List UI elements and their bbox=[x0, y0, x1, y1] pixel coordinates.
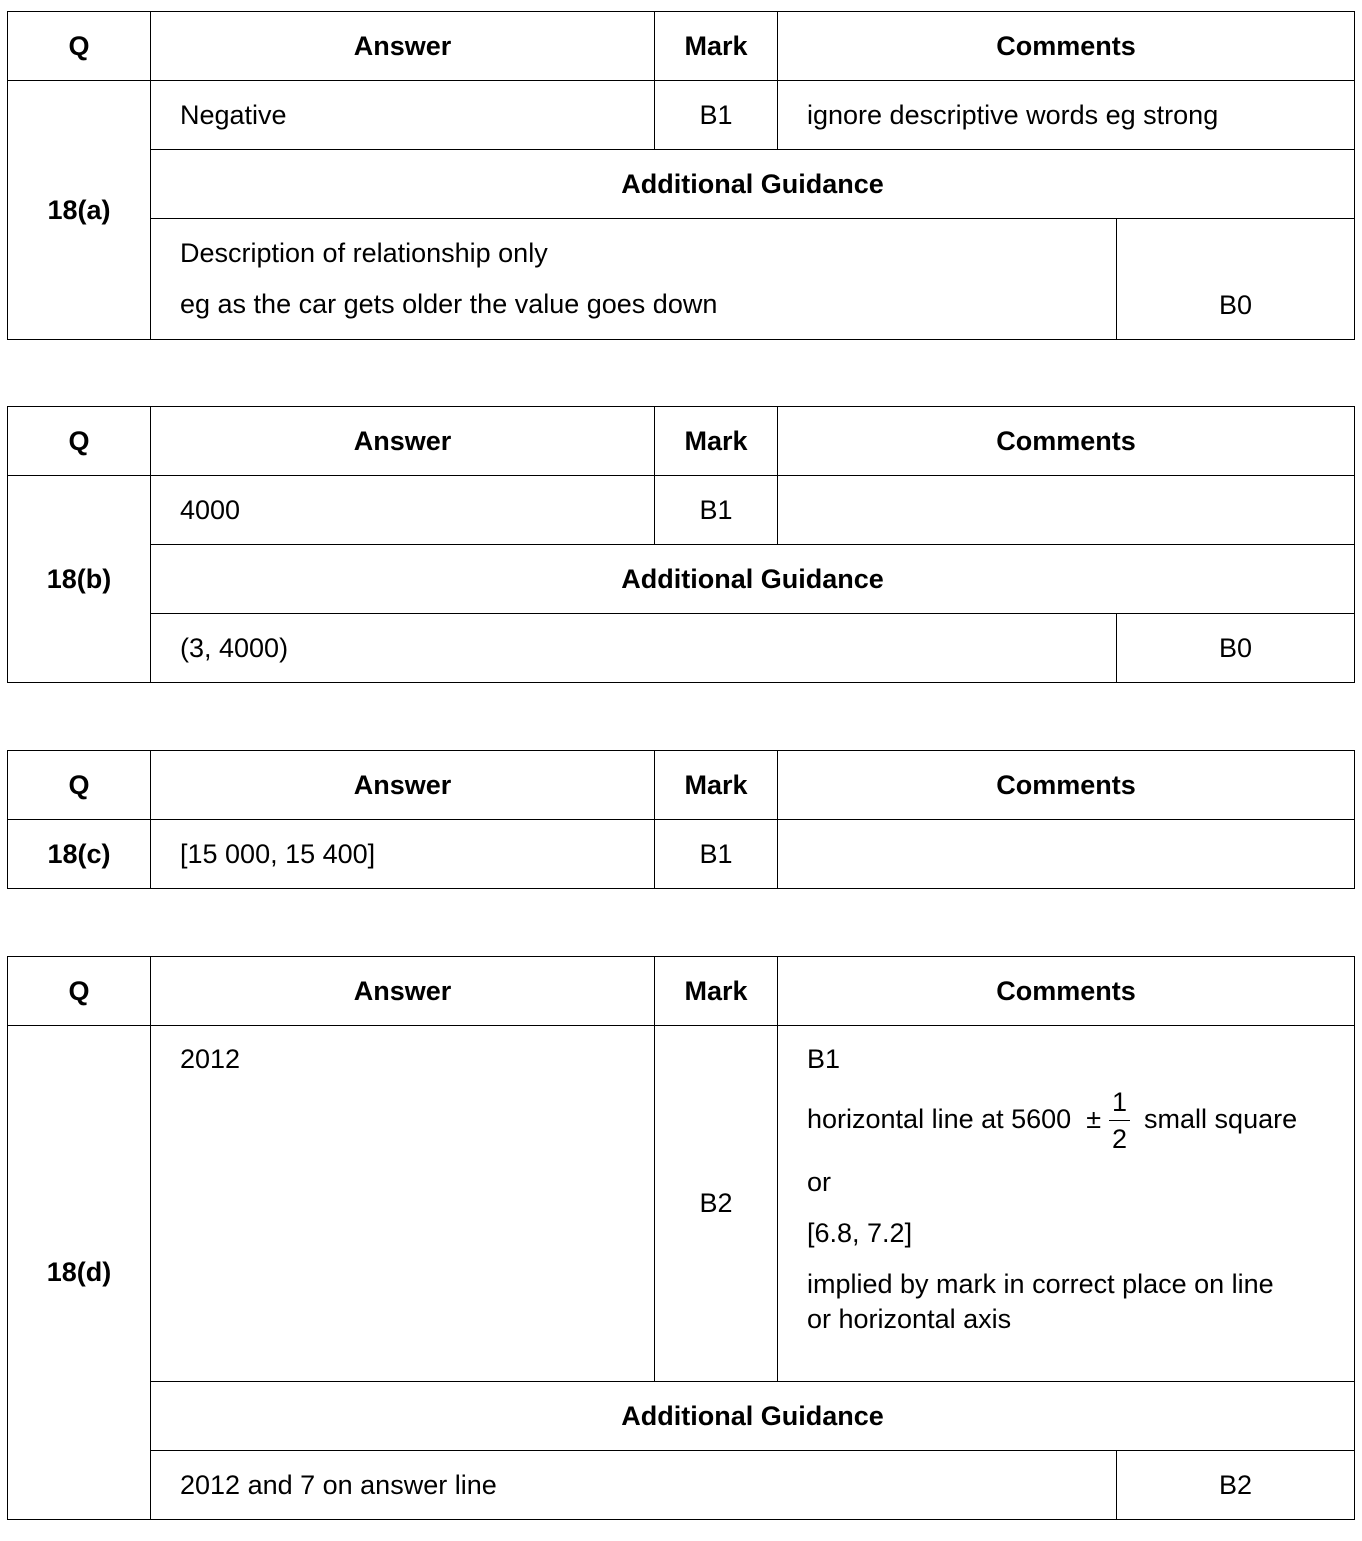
comment-line-a: horizontal line at 5600 ± bbox=[807, 1104, 1102, 1135]
header-answer: Answer bbox=[151, 957, 655, 1026]
mark-cell: B1 bbox=[655, 820, 778, 889]
comment-b1: B1 bbox=[807, 1044, 841, 1074]
answer-cell: [15 000, 15 400] bbox=[151, 820, 655, 889]
comment-implied-2: or horizontal axis bbox=[807, 1304, 1012, 1334]
guidance-mark-value: B0 bbox=[1218, 290, 1253, 320]
half-fraction bbox=[1109, 1089, 1130, 1153]
header-comments: Comments bbox=[778, 12, 1355, 81]
header-comments: Comments bbox=[778, 957, 1355, 1026]
fraction-numerator: 1 bbox=[1109, 1089, 1130, 1121]
comments-cell bbox=[778, 1026, 1355, 1382]
comments-cell: ignore descriptive words eg strong bbox=[778, 81, 1355, 150]
answer-cell: 4000 bbox=[151, 476, 655, 545]
additional-guidance-heading: Additional Guidance bbox=[151, 545, 1355, 614]
question-number: 18(d) bbox=[8, 1026, 151, 1520]
comment-range: [6.8, 7.2] bbox=[807, 1218, 913, 1248]
question-number: 18(a) bbox=[8, 81, 151, 340]
header-mark: Mark bbox=[655, 751, 778, 820]
comment-horizontal-line bbox=[807, 1089, 1354, 1153]
comment-or: or bbox=[807, 1167, 832, 1197]
guidance-line-2: eg as the car gets older the value goes down bbox=[180, 289, 718, 319]
comment-implied-1: implied by mark in correct place on line bbox=[807, 1269, 1274, 1299]
header-mark: Mark bbox=[655, 12, 778, 81]
mark-cell: B1 bbox=[655, 476, 778, 545]
mark-cell: B1 bbox=[655, 81, 778, 150]
header-comments: Comments bbox=[778, 751, 1355, 820]
fraction-denominator: 2 bbox=[1112, 1124, 1128, 1154]
mark-cell: B2 bbox=[655, 1026, 778, 1382]
header-q: Q bbox=[8, 407, 151, 476]
header-q: Q bbox=[8, 751, 151, 820]
guidance-text bbox=[151, 219, 1117, 340]
comments-cell bbox=[778, 820, 1355, 889]
header-answer: Answer bbox=[151, 407, 655, 476]
question-number: 18(c) bbox=[8, 820, 151, 889]
additional-guidance-heading: Additional Guidance bbox=[151, 1382, 1355, 1451]
header-q: Q bbox=[8, 12, 151, 81]
guidance-text: 2012 and 7 on answer line bbox=[151, 1451, 1117, 1520]
mark-scheme-table-18d bbox=[7, 956, 1355, 1520]
header-q: Q bbox=[8, 957, 151, 1026]
guidance-line-1: Description of relationship only bbox=[180, 238, 548, 268]
mark-scheme-table-18a bbox=[7, 11, 1355, 340]
mark-scheme-table-18c bbox=[7, 750, 1355, 889]
header-answer: Answer bbox=[151, 12, 655, 81]
header-mark: Mark bbox=[655, 407, 778, 476]
header-mark: Mark bbox=[655, 957, 778, 1026]
guidance-mark: B2 bbox=[1117, 1451, 1355, 1520]
answer-cell: Negative bbox=[151, 81, 655, 150]
question-number: 18(b) bbox=[8, 476, 151, 683]
header-comments: Comments bbox=[778, 407, 1355, 476]
answer-value: 2012 bbox=[180, 1044, 241, 1074]
guidance-mark bbox=[1117, 219, 1355, 340]
guidance-mark: B0 bbox=[1117, 614, 1355, 683]
additional-guidance-heading: Additional Guidance bbox=[151, 150, 1355, 219]
answer-cell bbox=[151, 1026, 655, 1382]
header-answer: Answer bbox=[151, 751, 655, 820]
comment-line-b: small square bbox=[1144, 1104, 1298, 1135]
mark-scheme-table-18b bbox=[7, 406, 1355, 683]
comments-cell bbox=[778, 476, 1355, 545]
guidance-text: (3, 4000) bbox=[151, 614, 1117, 683]
